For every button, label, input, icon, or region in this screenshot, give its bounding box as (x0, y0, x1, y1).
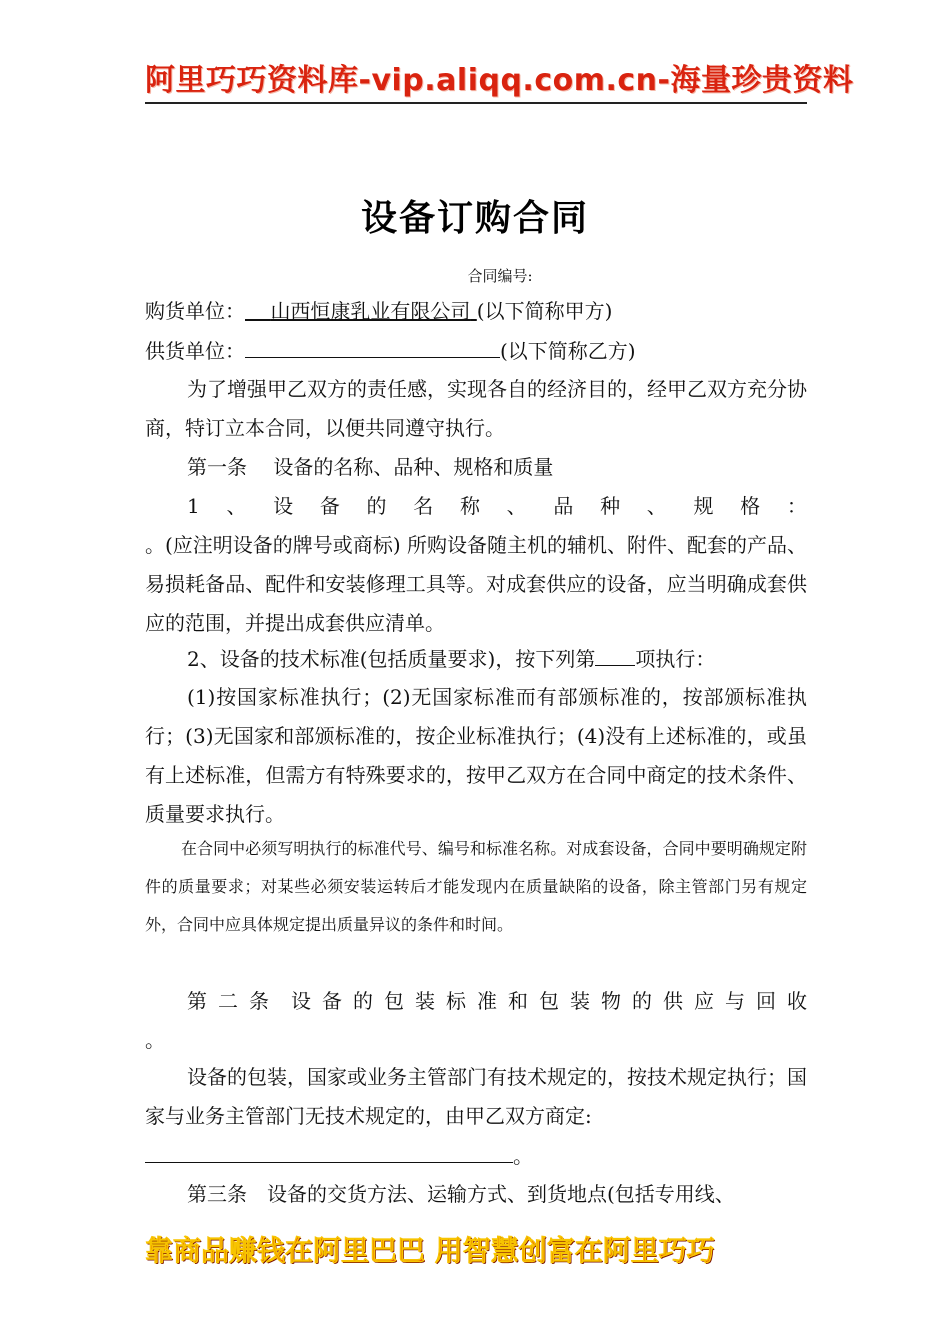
intro-paragraph: 为了增强甲乙双方的责任感，实现各自的经济目的，经甲乙双方充分协商，特订立本合同，以便共同遵守执行。 (145, 377, 807, 440)
spread-char: 名 (413, 494, 434, 518)
buyer-value: 山西恒康乳业有限公司 (270, 299, 471, 323)
spread-char: 规 (693, 494, 714, 518)
spread-char: 称 (459, 494, 480, 518)
supplier-suffix: (以下简称乙方) (500, 339, 636, 363)
article1-item1-line (145, 487, 807, 526)
spread-char: 、 (506, 494, 527, 518)
spread-char: 格 (740, 494, 761, 518)
spread-char: 品 (553, 494, 574, 518)
spread-char: 1 (187, 494, 200, 518)
spread-char: 包 (384, 989, 404, 1013)
article2-blank-line (145, 1140, 533, 1171)
spread-char: 与 (725, 989, 745, 1013)
supplier-line (145, 335, 636, 366)
document-title: 设备订购合同 (360, 198, 589, 239)
spread-char: 供 (663, 989, 683, 1013)
article1-standards: (1)按国家标准执行；(2)无国家标准而有部颁标准的，按部颁标准执行；(3)无国家和部颁标准的，按企业标准执行；(4)没有上述标准的，或虽有上述标准，但需方有特殊要求的，按甲乙双方在合同中商定的技术条件、质量要求执行。 (145, 685, 807, 826)
item2-text-end: 项执行： (635, 647, 716, 671)
buyer-label: 购货单位： (145, 299, 245, 323)
spread-char: 和 (508, 989, 528, 1013)
spread-char: 二 (218, 989, 238, 1013)
contract-number-label: 合同编号: (467, 267, 533, 285)
spread-char: 包 (539, 989, 559, 1013)
article2-heading-line (145, 982, 807, 1021)
article3-heading: 第三条 设备的交货方法、运输方式、到货地点(包括专用线、 (187, 1182, 735, 1206)
article1-heading: 第一条 设备的名称、品种、规格和质量 (187, 455, 554, 479)
spread-char: 的 (353, 989, 373, 1013)
spread-char: 回 (756, 989, 776, 1013)
article2-heading-tail: 。 (145, 1028, 165, 1052)
spread-char: 标 (446, 989, 466, 1013)
spread-char: ： (786, 494, 807, 518)
spread-char: 准 (477, 989, 497, 1013)
spread-char: 装 (415, 989, 435, 1013)
spread-char: 应 (694, 989, 714, 1013)
article2-body: 设备的包装，国家或业务主管部门有技术规定的，按技术规定执行；国家与业务主管部门无技术规定的，由甲乙双方商定: (145, 1065, 807, 1128)
spread-char: 备 (322, 989, 342, 1013)
supplier-blank (245, 335, 500, 358)
supplier-label: 供货单位： (145, 339, 245, 363)
header-banner: 阿里巧巧资料库-vip.aliqq.com.cn-海量珍贵资料 (145, 62, 807, 104)
spread-char: 、 (226, 494, 247, 518)
article2-blank (145, 1140, 513, 1163)
spread-char: 条 (249, 989, 269, 1013)
spread-char: 收 (787, 989, 807, 1013)
article1-item2-line (187, 643, 715, 674)
spread-char: 设 (291, 989, 311, 1013)
buyer-line (145, 296, 612, 326)
spread-char: 、 (646, 494, 667, 518)
spread-char: 装 (570, 989, 590, 1013)
article2-end-mark: 。 (513, 1144, 533, 1168)
spread-char: 的 (366, 494, 387, 518)
spread-char: 种 (600, 494, 621, 518)
item2-text: 2、设备的技术标准(包括质量要求)，按下列第 (187, 647, 596, 671)
item2-blank (595, 643, 635, 666)
article1-note: 在合同中必须写明执行的标准代号、编号和标准名称。对成套设备，合同中要明确规定附件的质量要求；对某些必须安装运转后才能发现内在质量缺陷的设备，除主管部门另有规定外，合同中应具体规定提出质量异议的条件和时间。 (145, 839, 807, 934)
spread-char: 第 (187, 989, 207, 1013)
spread-char: 的 (632, 989, 652, 1013)
spread-char: 备 (319, 494, 340, 518)
buyer-suffix: (以下简称甲方) (476, 299, 613, 323)
spread-char: 设 (273, 494, 294, 518)
footer-banner: 靠商品赚钱在阿里巴巴 用智慧创富在阿里巧巧 (145, 1234, 715, 1267)
spread-char: 物 (601, 989, 621, 1013)
article1-item1-continuation: 。(应注明设备的牌号或商标) 所购设备随主机的辅机、附件、配套的产品、易损耗备品、配件和安装修理工具等。对成套供应的设备，应当明确成套供应的范围，并提出成套供应清单。 (145, 533, 807, 635)
